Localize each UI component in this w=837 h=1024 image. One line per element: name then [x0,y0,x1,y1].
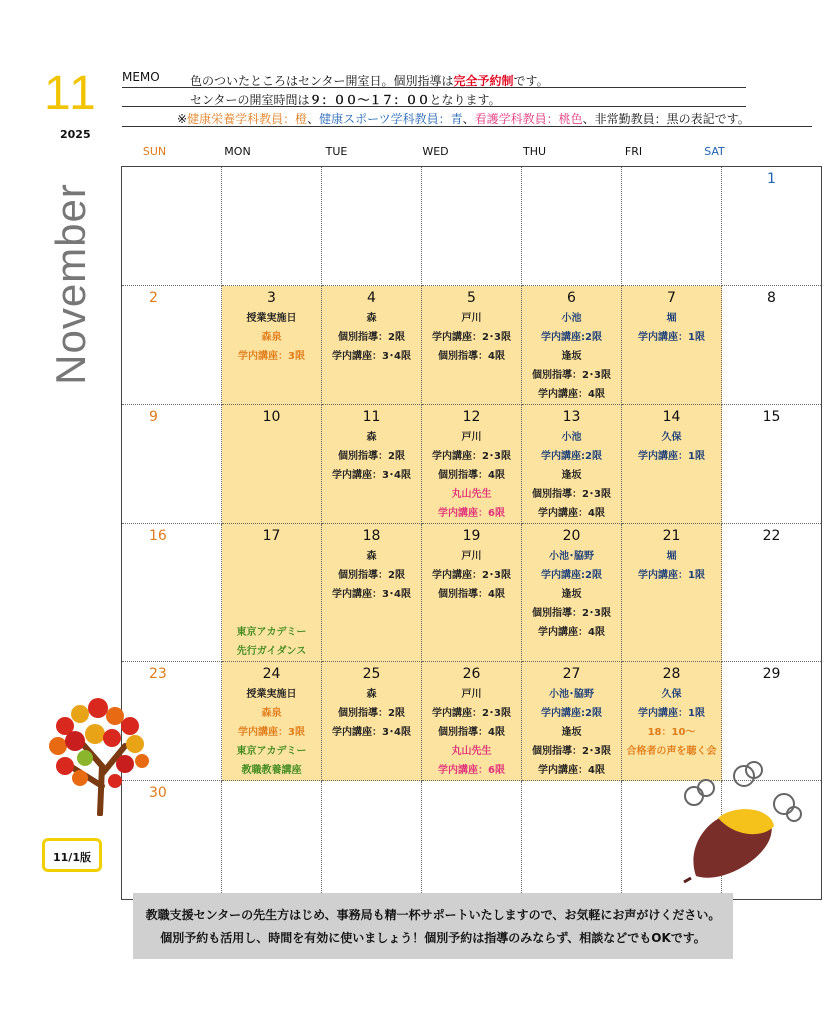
calendar-day-cell [322,405,422,524]
schedule-entry: 森泉 [261,708,282,719]
footer-line-2: 個別予約も活用し、時間を有効に使いましょう！個別予約は指導のみならず、相談などでもOKです。 [160,931,706,945]
day-number: 17 [262,528,281,544]
schedule-entry: 個別指導：2限 [338,708,405,719]
weekday-tue: TUE [325,145,348,158]
schedule-entry: 学内講座：4限 [538,508,605,519]
schedule-entry: 個別指導：2･3限 [532,489,611,500]
schedule-entry: 森 [366,432,377,443]
calendar-day-cell [522,781,622,900]
calendar-day-cell [222,167,322,286]
day-number: 20 [562,528,581,544]
calendar-day-cell [622,405,722,524]
calendar-day-cell [322,286,422,405]
schedule-entry: 個別指導：2･3限 [532,608,611,619]
schedule-entry: 久保 [661,432,682,443]
month-name-vertical: November [46,183,94,385]
day-number: 23 [149,666,167,682]
month-number: 11 [44,67,98,120]
calendar-day-cell [422,524,522,662]
day-number: 16 [149,528,167,544]
calendar-day-cell [722,524,822,662]
memo-label: MEMO [122,70,160,84]
schedule-entry: 小池 [561,313,582,324]
schedule-entry: 学内講座：6限 [438,508,505,519]
calendar-day-cell [622,286,722,405]
schedule-entry: 学内講座：2･3限 [432,708,511,719]
weekday-sun: SUN [142,145,167,158]
schedule-entry: 学内講座：4限 [538,389,605,400]
schedule-entry: 個別指導：2･3限 [532,746,611,757]
calendar-day-cell [422,781,522,900]
roasted-sweet-potato-icon [676,758,806,883]
calendar-day-cell [522,286,622,405]
calendar-day-cell [122,524,222,662]
day-number: 1 [767,171,776,187]
schedule-entry: 学内講座:2限 [541,708,602,719]
schedule-entry: 個別指導：2限 [338,570,405,581]
footer-message [133,893,733,959]
schedule-entry: 学内講座：1限 [638,708,705,719]
memo-line-3: ※健康栄養学科教員：橙、健康スポーツ学科教員：青、看護学科教員：桃色、非常勤教員：黒の表記です。 [177,112,750,126]
schedule-entry: 学内講座：3･4限 [332,727,411,738]
schedule-entry: 久保 [661,689,682,700]
calendar-week [122,524,822,662]
schedule-entry: 学内講座:2限 [541,332,602,343]
calendar-day-cell [222,662,322,781]
autumn-maple-tree-icon [40,696,155,816]
schedule-entry: 逢坂 [561,470,582,481]
day-number: 19 [462,528,481,544]
schedule-entry: 小池･脇野 [549,689,594,700]
schedule-entry: 戸川 [461,551,482,562]
schedule-entry: 個別指導：2･3限 [532,370,611,381]
footer-line-1: 教職支援センターの先生方はじめ、事務局も精一杯サポートいたしますので、お気軽にお声がけください。 [145,908,721,922]
calendar-day-cell [722,286,822,405]
schedule-entry: 学内講座：3･4限 [332,589,411,600]
schedule-entry: 授業実施日 [246,689,297,700]
day-number: 30 [149,785,167,801]
calendar-day-cell [222,286,322,405]
schedule-entry: 個別指導：2限 [338,332,405,343]
weekday-thu: THU [522,145,547,158]
calendar-day-cell [522,405,622,524]
day-number: 18 [362,528,381,544]
calendar-day-cell [722,167,822,286]
weekday-sat: SAT [704,145,725,158]
calendar-day-cell [622,524,722,662]
schedule-entry: 18：10～ [647,727,696,738]
day-number: 15 [762,409,781,425]
day-number: 29 [762,666,781,682]
schedule-entry: 学内講座：3限 [238,727,305,738]
schedule-entry: 教職教養講座 [241,765,302,776]
day-number: 9 [149,409,158,425]
day-number: 24 [262,666,281,682]
schedule-entry: 個別指導：2限 [338,451,405,462]
calendar-day-cell [322,781,422,900]
schedule-entry: 戸川 [461,689,482,700]
calendar-day-cell [322,524,422,662]
day-number: 7 [667,290,676,306]
schedule-entry: 戸川 [461,313,482,324]
calendar-week [122,405,822,524]
day-number: 2 [149,290,158,306]
schedule-entry [222,604,321,623]
schedule-entry [222,566,321,585]
day-number: 28 [662,666,681,682]
schedule-entry: 東京アカデミー [236,627,307,638]
schedule-entry: 逢坂 [561,727,582,738]
schedule-entry: 学内講座：1限 [638,570,705,581]
day-number: 6 [567,290,576,306]
day-number: 14 [662,409,681,425]
schedule-entry: 学内講座:2限 [541,451,602,462]
schedule-entry: 逢坂 [561,351,582,362]
calendar-day-cell [622,167,722,286]
schedule-entry: 学内講座：3限 [238,351,305,362]
calendar-day-cell [322,167,422,286]
memo-line-2: センターの開室時間は９：００～１７：００となります。 [190,93,501,107]
schedule-entry: 学内講座：2･3限 [432,332,511,343]
schedule-entry: 学内講座:2限 [541,570,602,581]
version-badge: 11/1版 [42,838,102,872]
schedule-entry: 個別指導：4限 [438,589,505,600]
calendar-day-cell [422,286,522,405]
schedule-entry: 学内講座：1限 [638,451,705,462]
day-number: 10 [262,409,281,425]
schedule-entry: 授業実施日 [246,313,297,324]
calendar-day-cell [522,167,622,286]
schedule-entry: 森泉 [261,332,282,343]
memo-line-1: 色のついたところはセンター開室日。個別指導は完全予約制です。 [190,74,549,88]
schedule-entry: 合格者の声を聴く会 [626,746,717,757]
schedule-entry: 個別指導：4限 [438,470,505,481]
day-number: 5 [467,290,476,306]
schedule-entry: 森 [366,313,377,324]
schedule-entry: 個別指導：4限 [438,351,505,362]
day-number: 27 [562,666,581,682]
calendar-day-cell [422,405,522,524]
day-number: 4 [367,290,376,306]
calendar-day-cell [122,405,222,524]
schedule-entry: 学内講座：3･4限 [332,470,411,481]
schedule-entry: 学内講座：6限 [438,765,505,776]
calendar-day-cell [222,781,322,900]
day-number: 26 [462,666,481,682]
day-number: 3 [267,290,276,306]
day-number: 25 [362,666,381,682]
schedule-entry: 学内講座：2･3限 [432,451,511,462]
day-number: 11 [362,409,381,425]
calendar-day-cell [222,524,322,662]
day-number: 13 [562,409,581,425]
year-label: 2025 [60,128,91,141]
calendar-week [122,167,822,286]
schedule-entry: 戸川 [461,432,482,443]
schedule-entry: 学内講座：4限 [538,765,605,776]
calendar-day-cell [522,524,622,662]
calendar-day-cell [222,405,322,524]
schedule-entry: 東京アカデミー [236,746,307,757]
schedule-entry [222,547,321,566]
calendar-week [122,286,822,405]
schedule-entry: 丸山先生 [451,489,492,500]
schedule-entry: 学内講座：1限 [638,332,705,343]
schedule-entry: 学内講座：2･3限 [432,570,511,581]
schedule-entry: 森 [366,551,377,562]
calendar-day-cell [122,167,222,286]
calendar-day-cell [322,662,422,781]
day-number: 12 [462,409,481,425]
weekday-mon: MON [224,145,251,158]
day-number: 8 [767,290,776,306]
calendar-day-cell [522,662,622,781]
schedule-entry: 先行ガイダンス [236,646,307,657]
calendar-day-cell [422,167,522,286]
schedule-entry: 小池･脇野 [549,551,594,562]
weekday-wed: WED [422,145,449,158]
schedule-entry: 森 [366,689,377,700]
schedule-entry: 堀 [666,313,677,324]
day-number: 22 [762,528,781,544]
calendar-day-cell [722,405,822,524]
calendar-day-cell [122,286,222,405]
schedule-entry: 丸山先生 [451,746,492,757]
schedule-entry: 学内講座：3･4限 [332,351,411,362]
day-number: 21 [662,528,681,544]
calendar-day-cell [422,662,522,781]
schedule-entry: 学内講座：4限 [538,627,605,638]
schedule-entry: 小池 [561,432,582,443]
schedule-entry: 個別指導：4限 [438,727,505,738]
schedule-entry: 逢坂 [561,589,582,600]
schedule-entry: 堀 [666,551,677,562]
weekday-fri: FRI [624,145,643,158]
schedule-entry [222,585,321,604]
